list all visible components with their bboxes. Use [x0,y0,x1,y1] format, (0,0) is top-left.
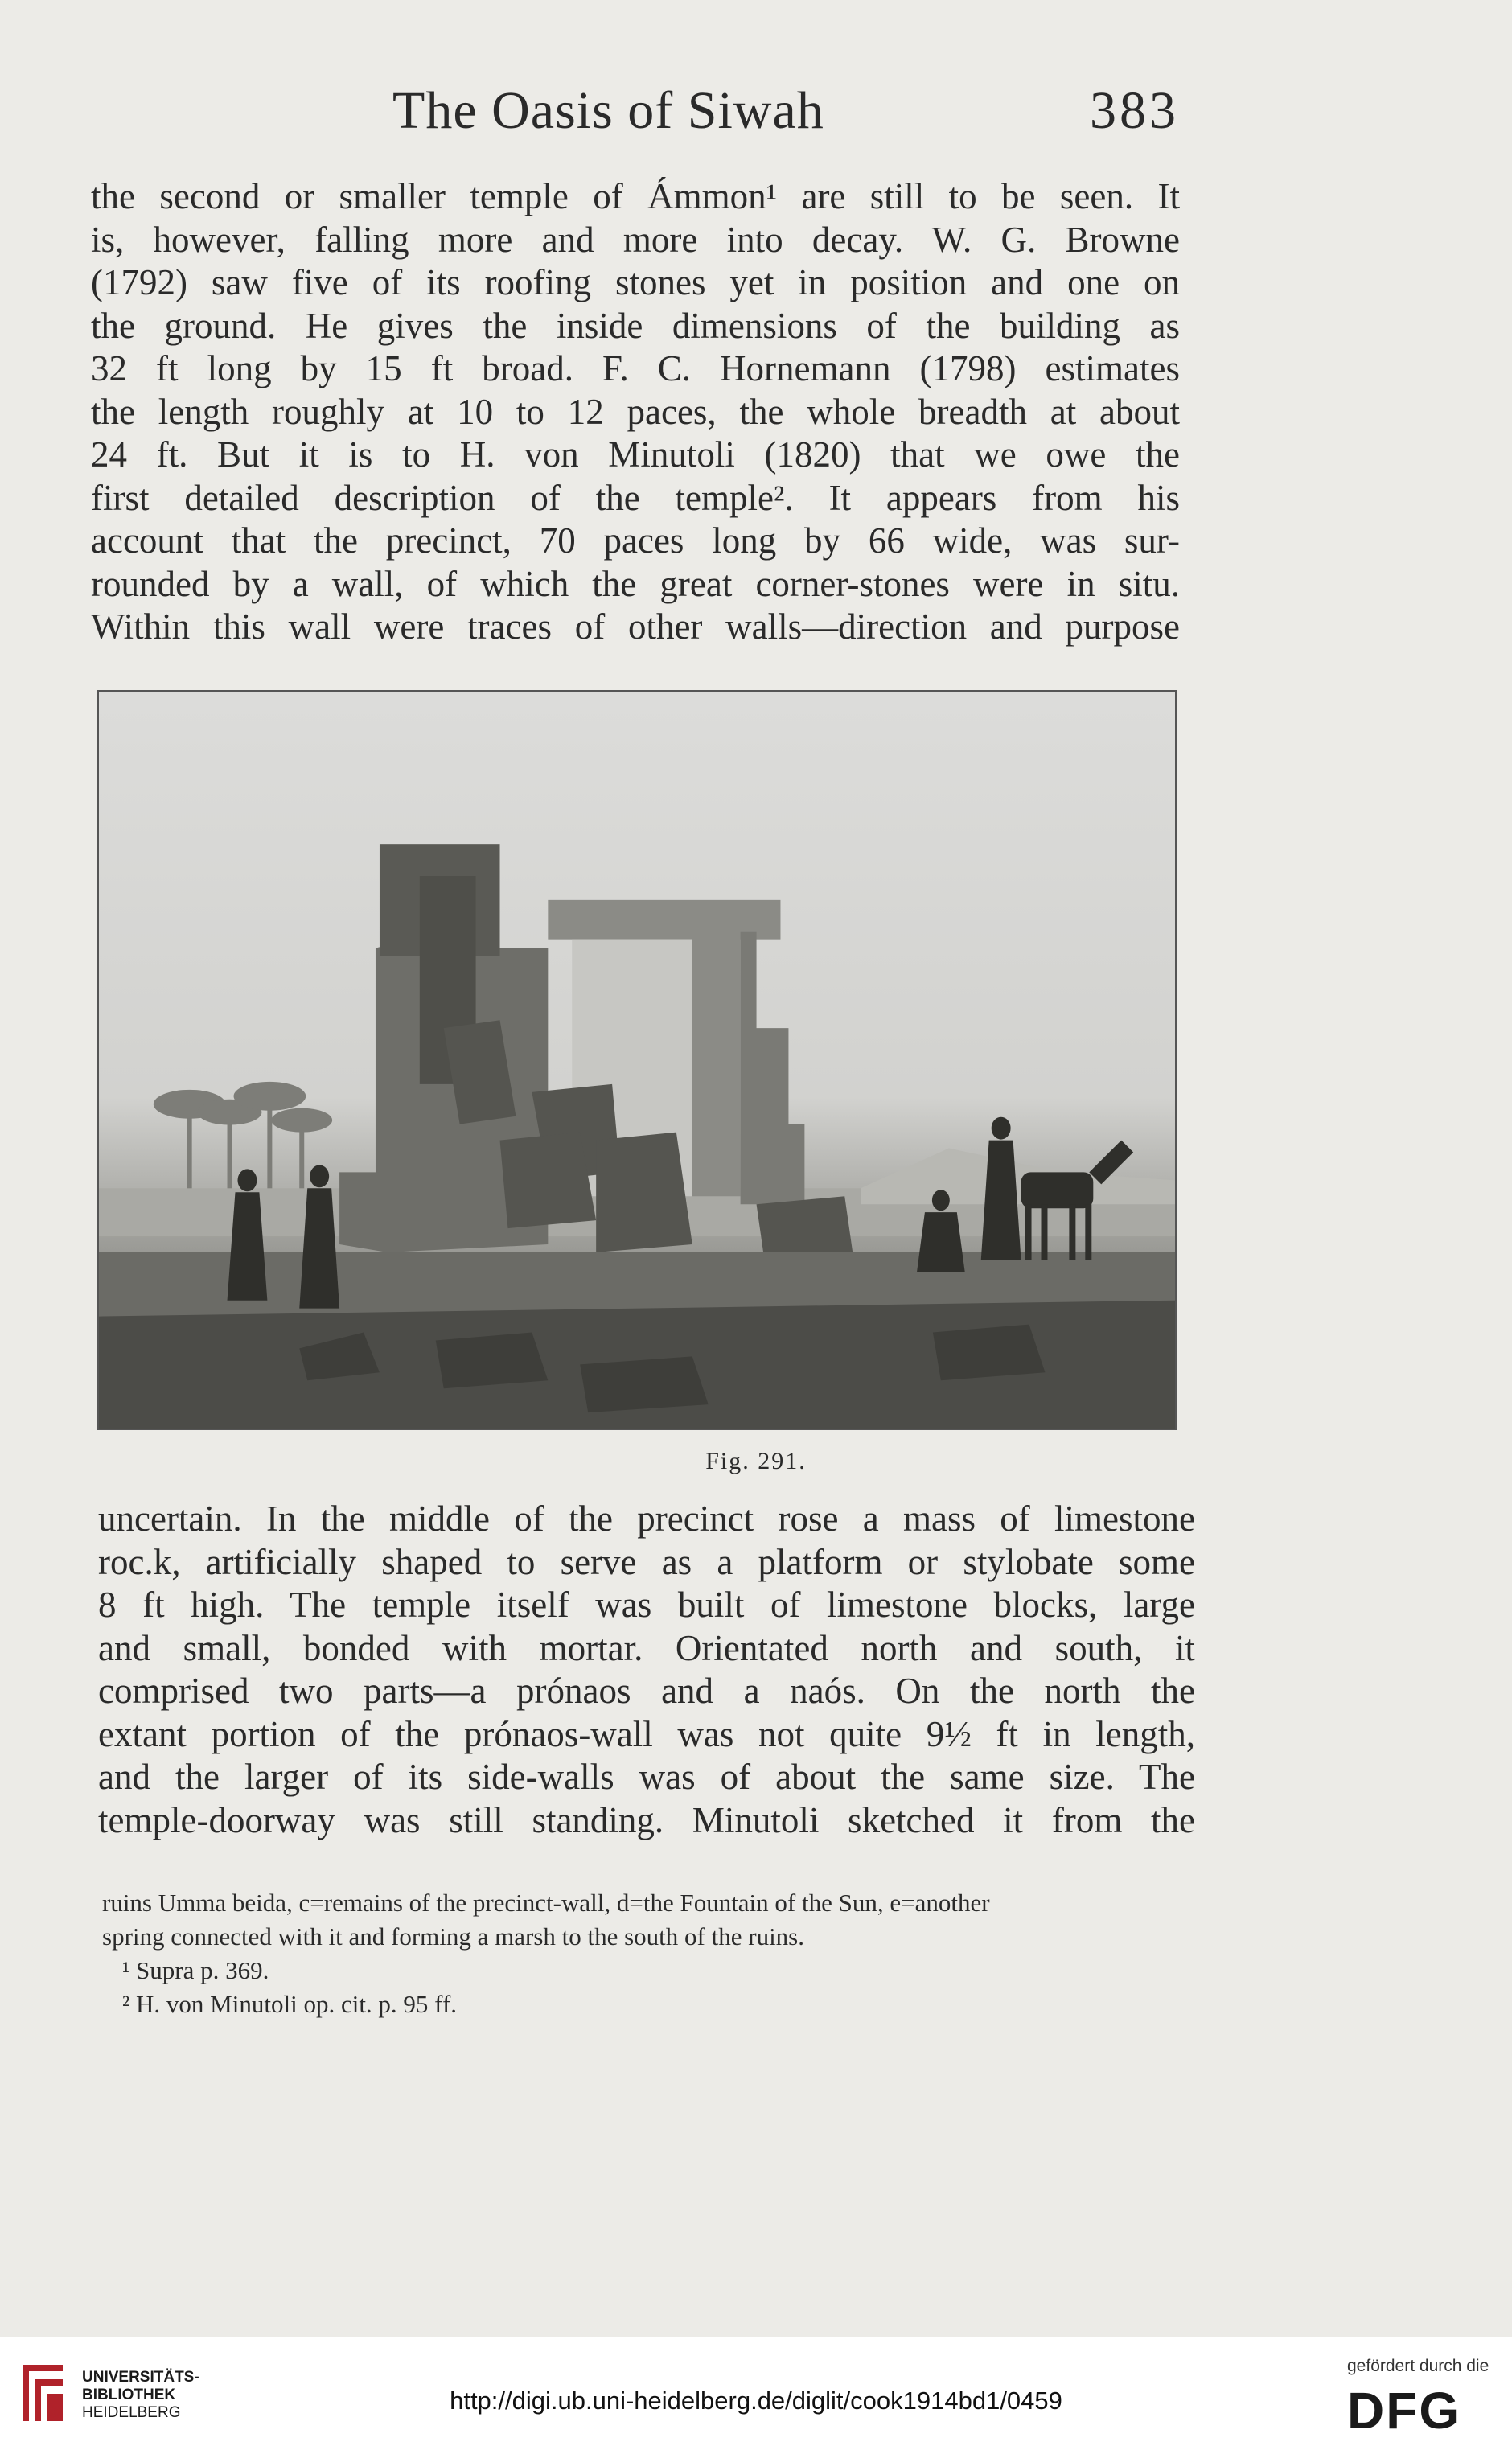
engraving-drawing [99,692,1175,1429]
text-line: temple-doorway was still standing. Minutoli sketched it from the [98,1799,1195,1840]
text-line: 32 ft long by 15 ft broad. F. C. Hornemann (1798) estimates [91,348,1180,388]
paragraph-bottom [98,1498,1195,1842]
text-line: the ground. He gives the inside dimensions of the building as [91,305,1180,346]
figure-caption: Fig. 291. [705,1448,807,1474]
text-line: and the larger of its side-walls was of about the same size. The [98,1757,1195,1797]
digitization-footer [0,2337,1512,2446]
library-name-line: HEIDELBERG [82,2404,181,2421]
footnotes [102,1886,1196,2021]
text-line: and small, bonded with mortar. Orientated north and south, it [98,1627,1195,1668]
text-line: (1792) saw five of its roofing stones yet in position and one on [91,262,1180,302]
paragraph-top [91,175,1180,649]
footnote-line: spring connected with it and forming a marsh to the south of the ruins. [102,1922,804,1951]
text-line: first detailed description of the temple². It appears from his [91,477,1180,518]
text-line: the length roughly at 10 to 12 paces, the whole breadth at about [91,391,1180,432]
footnote-line: ruins Umma beida, c=remains of the precinct-wall, d=the Fountain of the Sun, e=another [102,1889,990,1917]
text-line: 24 ft. But it is to H. von Minutoli (1820) that we owe the [91,434,1180,475]
text-line: is, however, falling more and more into decay. W. G. Browne [91,219,1180,260]
text-line: comprised two parts—a prónaos and a naós. On the north the [98,1671,1195,1711]
footnote-2: ² H. von Minutoli op. cit. p. 95 ff. [122,1990,458,2018]
page-header [0,80,1512,145]
funded-by-label: gefördert durch die [1347,2357,1489,2375]
text-line: extant portion of the prónaos-wall was not quite 9½ ft in length, [98,1713,1195,1754]
library-name-line: BIBLIOTHEK [82,2386,176,2403]
text-line: account that the precinct, 70 paces long by 66 wide, was sur- [91,520,1180,561]
source-url-link[interactable]: http://digi.ub.uni-heidelberg.de/diglit/cook1914bd1/0459 [450,2386,1062,2415]
library-name-line: UNIVERSITÄTS- [82,2369,199,2386]
running-title: The Oasis of Siwah [392,81,824,140]
temple-ruins-illustration [97,690,1177,1430]
text-line: the second or smaller temple of Ámmon¹ are still to be seen. It [91,176,1180,216]
text-line: Within this wall were traces of other walls—direction and purpose [91,606,1180,647]
text-line: uncertain. In the middle of the precinct rose a mass of limestone [98,1498,1195,1539]
text-line: roc.k, artificially shaped to serve as a platform or stylobate some [98,1541,1195,1582]
text-line: rounded by a wall, of which the great corner-stones were in situ. [91,563,1180,604]
footnote-1: ¹ Supra p. 369. [122,1956,269,1984]
page-number: 383 [1090,81,1179,140]
dfg-logo: DFG [1347,2382,1461,2440]
text-line: 8 ft high. The temple itself was built of limestone blocks, large [98,1585,1195,1625]
